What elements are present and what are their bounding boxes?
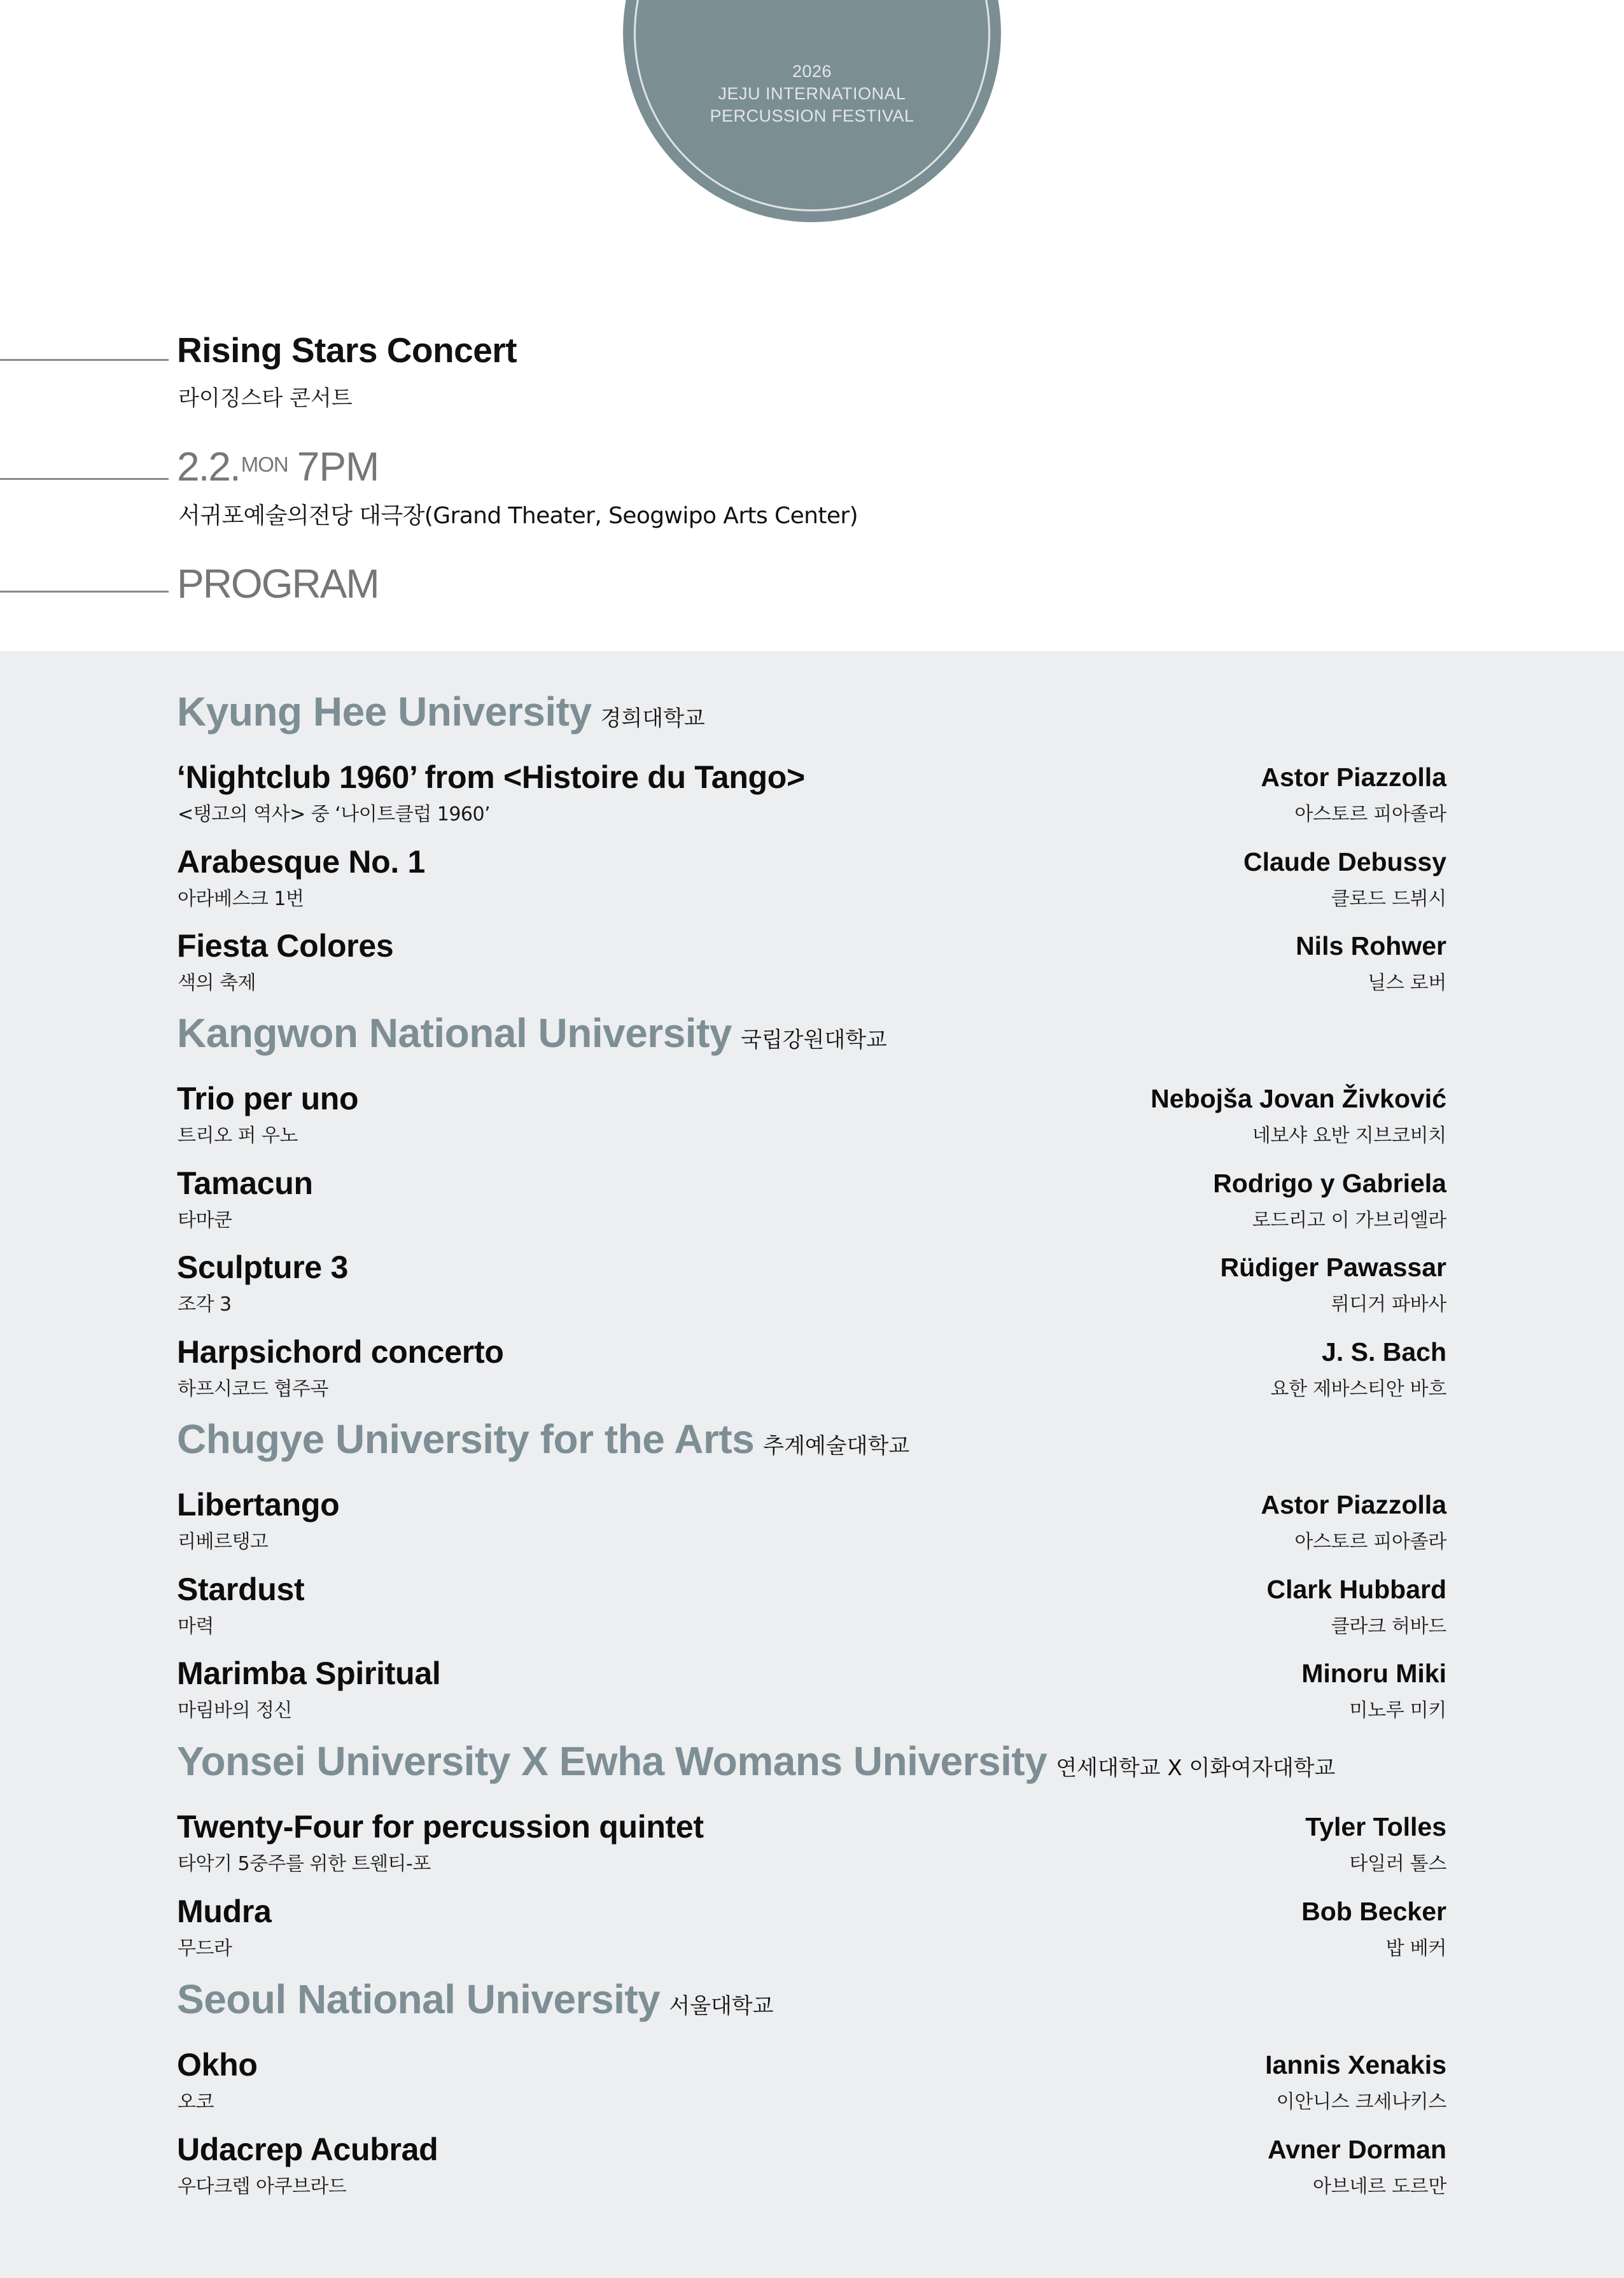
piece-title: ‘Nightclub 1960’ from <Histoire du Tango>: [177, 759, 805, 795]
program-item: [177, 759, 1446, 829]
composer-name: Iannis Xenakis: [1265, 2050, 1446, 2079]
piece-title-korean: 리베르탱고: [178, 1531, 269, 1553]
composer-name-korean: 클로드 드뷔시: [1331, 888, 1446, 910]
composer-name: Claude Debussy: [1243, 847, 1446, 876]
program-item: [177, 1571, 1446, 1641]
program-heading: PROGRAM: [177, 561, 379, 607]
composer-name-korean: 아스토르 피아졸라: [1294, 1531, 1446, 1553]
university-name: Kyung Hee University: [177, 689, 592, 735]
program-section: [177, 1976, 1446, 2198]
composer-name: Bob Becker: [1301, 1897, 1446, 1926]
composer-name-korean: 미노루 미키: [1349, 1699, 1446, 1722]
piece-title-korean: 마림바의 정신: [178, 1699, 292, 1722]
composer-name-korean: 밥 베커: [1385, 1937, 1446, 1960]
piece-title-korean: 타악기 5중주를 위한 트웬티-포: [178, 1853, 431, 1875]
program-item: [177, 1165, 1446, 1235]
title-rule-divider: [0, 359, 169, 361]
program-item: [177, 843, 1446, 913]
university-name: Chugye University for the Arts: [177, 1416, 755, 1462]
composer-name-korean: 닐스 로버: [1368, 972, 1446, 994]
piece-title: Harpsichord concerto: [177, 1334, 504, 1370]
concert-venue: 서귀포예술의전당 대극장(Grand Theater, Seogwipo Arts Center): [178, 503, 858, 529]
university-name-korean: 서울대학교: [669, 1993, 774, 2019]
piece-title-korean: 트리오 퍼 우노: [178, 1125, 298, 1147]
piece-title: Stardust: [177, 1571, 305, 1607]
piece-title-korean: 조각 3: [178, 1293, 232, 1316]
composer-name: Nebojša Jovan Živković: [1151, 1084, 1446, 1113]
piece-title-korean: 무드라: [178, 1937, 232, 1960]
piece-title-korean: 우다크렙 아쿠브라드: [178, 2176, 347, 2198]
program-section: [177, 688, 1446, 994]
piece-title: Tamacun: [177, 1165, 313, 1201]
program-item: [177, 1333, 1446, 1403]
composer-name: Minoru Miki: [1301, 1659, 1446, 1688]
piece-title: Udacrep Acubrad: [177, 2132, 438, 2167]
program-item: [177, 1249, 1446, 1319]
university-name-korean: 국립강원대학교: [740, 1027, 887, 1053]
piece-title: Marimba Spiritual: [177, 1656, 441, 1691]
concert-title: Rising Stars Concert: [177, 330, 517, 370]
program-item: [177, 1655, 1446, 1725]
concert-header: [0, 0, 1624, 651]
composer-name-korean: 네보샤 요반 지브코비치: [1252, 1125, 1446, 1147]
program-item: [177, 1893, 1446, 1963]
composer-name-korean: 요한 제바스티안 바흐: [1270, 1378, 1446, 1400]
piece-title: Trio per uno: [177, 1081, 359, 1116]
section-heading: [177, 688, 1446, 735]
program-section: [177, 1009, 1446, 1400]
composer-name: Avner Dorman: [1268, 2135, 1446, 2164]
piece-title: Arabesque No. 1: [177, 844, 426, 880]
piece-title: Okho: [177, 2047, 258, 2083]
piece-title-korean: 마력: [178, 1615, 214, 1638]
program-item: [177, 2131, 1446, 2201]
festival-name-line1: JEJU INTERNATIONAL: [718, 83, 906, 103]
composer-name: Astor Piazzolla: [1261, 763, 1446, 792]
composer-name: Rodrigo y Gabriela: [1213, 1169, 1446, 1198]
festival-name-line2: PERCUSSION FESTIVAL: [710, 106, 914, 125]
concert-time: 7PM: [297, 444, 379, 489]
composer-name-korean: 타일러 톨스: [1349, 1853, 1446, 1875]
piece-title-korean: 색의 축제: [178, 972, 256, 994]
program-section: [177, 1738, 1446, 1960]
program-list: [0, 651, 1624, 2278]
program-item: [177, 1486, 1446, 1556]
program-item: [177, 1080, 1446, 1150]
date-rule-divider: [0, 478, 169, 480]
piece-title: Mudra: [177, 1894, 272, 1929]
section-heading: [177, 1976, 1446, 2023]
composer-name-korean: 클라크 허바드: [1331, 1615, 1446, 1638]
piece-title-korean: 아라베스크 1번: [178, 888, 304, 910]
composer-name: Tyler Tolles: [1305, 1812, 1446, 1841]
composer-name: Astor Piazzolla: [1261, 1490, 1446, 1519]
piece-title-korean: <탱고의 역사> 중 ‘나이트클럽 1960’: [178, 803, 491, 826]
section-heading: [177, 1416, 1446, 1463]
program-rule-divider: [0, 591, 169, 593]
festival-year: 2026: [792, 61, 832, 81]
concert-title-korean: 라이징스타 콘서트: [178, 386, 353, 411]
composer-name: Nils Rohwer: [1296, 931, 1446, 960]
composer-name: Rüdiger Pawassar: [1220, 1253, 1446, 1282]
piece-title: Twenty-Four for percussion quintet: [177, 1809, 704, 1845]
concert-datetime: [177, 444, 379, 489]
concert-date: 2.2.: [177, 444, 240, 489]
composer-name-korean: 아브네르 도르만: [1313, 2176, 1446, 2198]
festival-badge: [623, 0, 1001, 222]
university-name-korean: 연세대학교 X 이화여자대학교: [1056, 1755, 1336, 1781]
university-name: Seoul National University: [177, 1976, 661, 2022]
piece-title-korean: 타마쿤: [178, 1209, 232, 1232]
piece-title: Fiesta Colores: [177, 928, 394, 964]
university-name: Kangwon National University: [177, 1010, 732, 1056]
composer-name-korean: 로드리고 이 가브리엘라: [1252, 1209, 1446, 1232]
program-item: [177, 927, 1446, 997]
section-heading: [177, 1009, 1446, 1057]
piece-title: Sculpture 3: [177, 1249, 348, 1285]
piece-title: Libertango: [177, 1487, 340, 1522]
composer-name-korean: 뤼디거 파바사: [1331, 1293, 1446, 1316]
festival-badge-text: [710, 60, 914, 127]
composer-name-korean: 이안니스 크세나키스: [1276, 2091, 1446, 2113]
piece-title-korean: 하프시코드 협주곡: [178, 1378, 328, 1400]
university-name: Yonsei University X Ewha Womans University: [177, 1738, 1047, 1784]
university-name-korean: 경희대학교: [600, 706, 705, 731]
program-item: [177, 2046, 1446, 2116]
program-section: [177, 1416, 1446, 1722]
composer-name-korean: 아스토르 피아졸라: [1294, 803, 1446, 826]
composer-name: J. S. Bach: [1322, 1337, 1446, 1367]
university-name-korean: 추계예술대학교: [763, 1433, 910, 1459]
concert-weekday: MON: [241, 453, 288, 476]
section-heading: [177, 1738, 1446, 1785]
composer-name: Clark Hubbard: [1266, 1575, 1446, 1604]
piece-title-korean: 오코: [178, 2091, 214, 2113]
program-item: [177, 1808, 1446, 1878]
